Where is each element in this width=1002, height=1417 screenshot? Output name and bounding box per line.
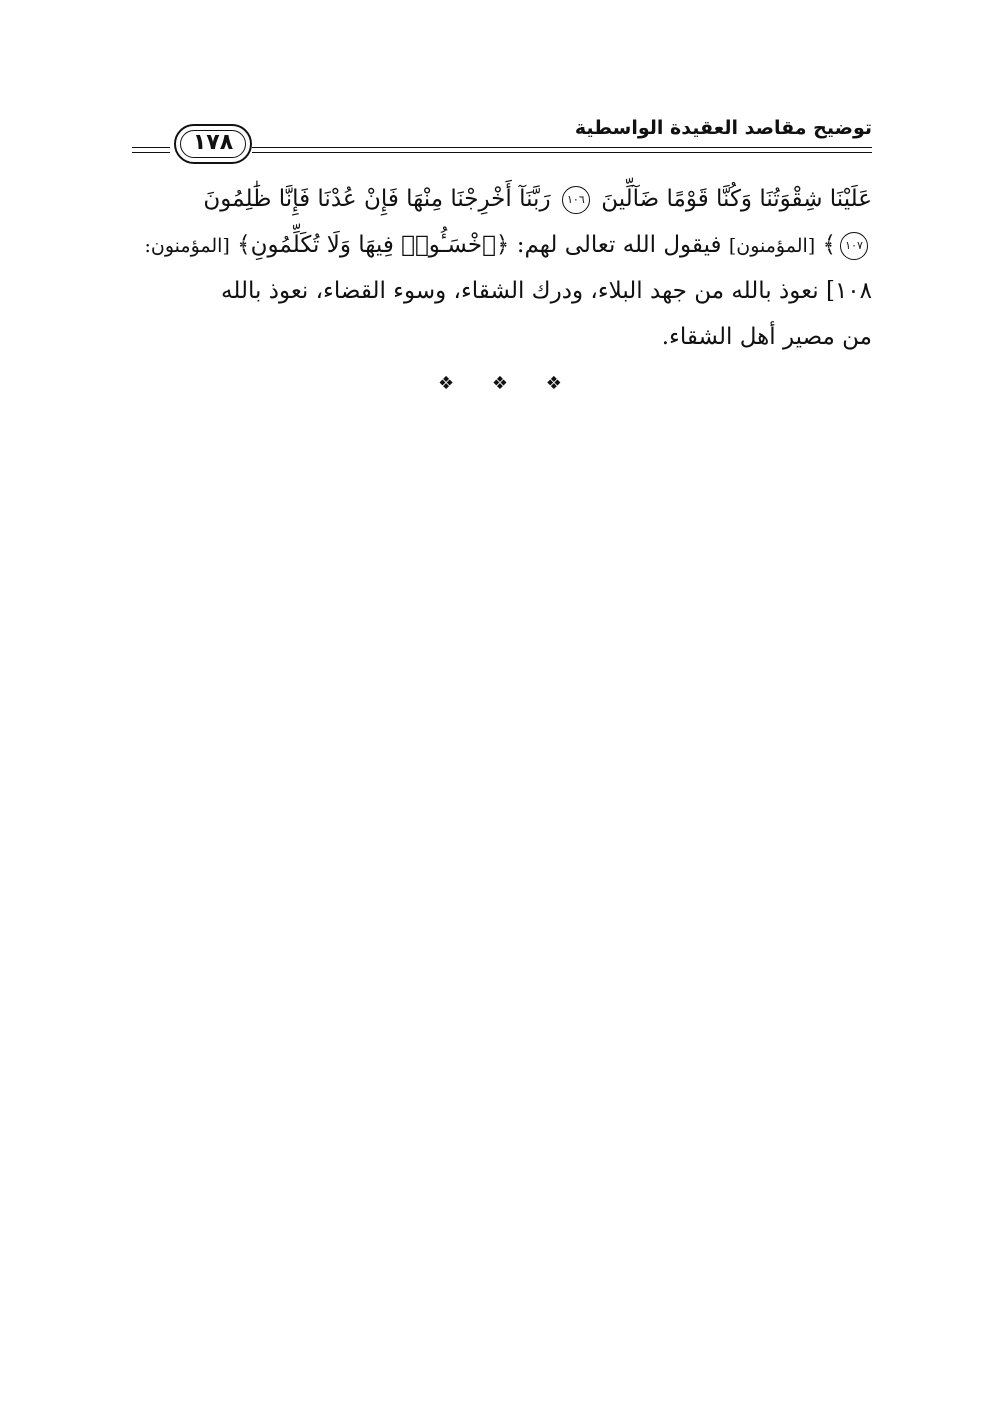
section-separator xyxy=(0,372,1002,396)
prose-text: فيقول الله تعالى لهم: xyxy=(516,232,722,258)
text-line xyxy=(132,176,872,222)
surah-reference: [المؤمنون: xyxy=(144,235,230,257)
quran-verse: ٱخْسَـُٔوا۟ فِيهَا وَلَا تُكَلِّمُونِ xyxy=(250,232,496,258)
ornament-icon: ❖ xyxy=(438,373,457,394)
page-number: ١٧٨ xyxy=(192,130,234,155)
ayah-number-marker: ١٠٦ xyxy=(562,186,590,214)
ornament-icon: ❖ xyxy=(545,373,564,394)
page-number-frame xyxy=(174,124,252,164)
header-rule xyxy=(252,152,872,153)
header-rule xyxy=(252,147,872,148)
text-line: ١٠٨] نعوذ بالله من جهد البلاء، ودرك الشقاء، وسوء القضاء، نعوذ بالله xyxy=(221,278,872,304)
header-rule xyxy=(132,152,170,153)
verse-close-bracket: ﴾ xyxy=(822,232,836,258)
text-line: من مصير أهل الشقاء. xyxy=(661,324,872,350)
surah-reference: [المؤمنون] xyxy=(728,235,816,257)
quran-verse: عَلَيْنَا شِقْوَتُنَا وَكُنَّا قَوْمًا ضَآلِّينَ xyxy=(601,186,872,212)
header-rule xyxy=(132,147,170,148)
body-text xyxy=(132,176,872,360)
verse-close-bracket: ﴾ xyxy=(237,232,251,258)
ornament-icon: ❖ xyxy=(491,373,511,394)
ayah-number-marker: ١٠٧ xyxy=(840,232,868,260)
quran-verse: رَبَّنَآ أَخْرِجْنَا مِنْهَا فَإِنْ عُدْنَا فَإِنَّا ظَٰلِمُونَ xyxy=(203,186,551,212)
verse-open-bracket: ﴿ xyxy=(495,232,510,258)
page-header xyxy=(132,112,872,164)
text-line xyxy=(132,222,872,268)
running-title: توضيح مقاصد العقيدة الواسطية xyxy=(574,117,872,139)
